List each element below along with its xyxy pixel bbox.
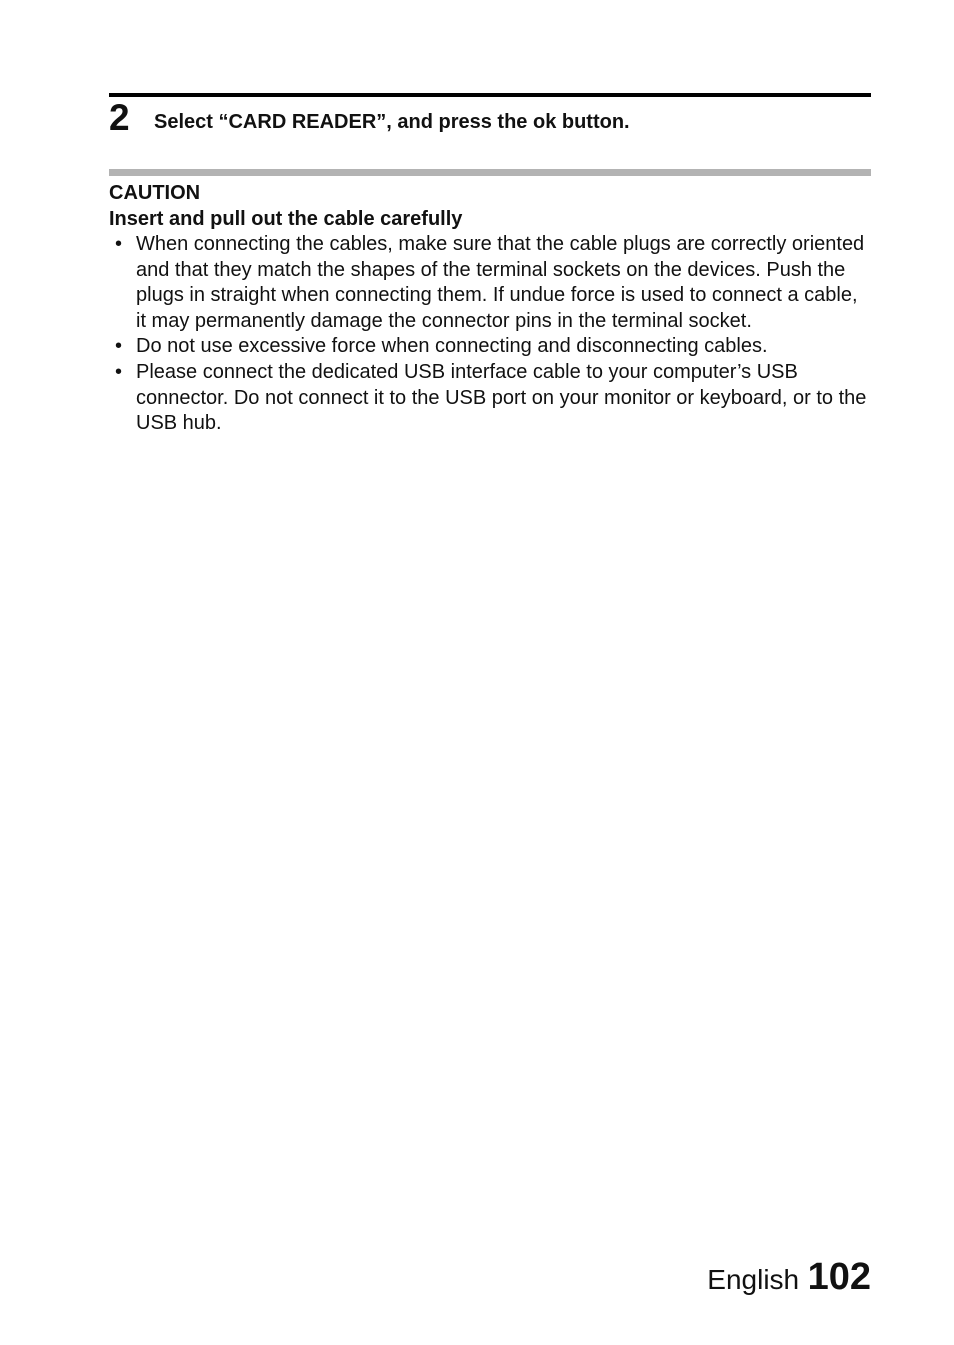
footer-language: English	[707, 1264, 800, 1295]
list-item	[109, 334, 871, 360]
list-item-text: When connecting the cables, make sure that the cable plugs are correctly oriented and that they match the shapes of the terminal sockets on the devices. Push the plugs in straight when connecting them. If undue force is used to connect a cable, it may permanently damage the connector pins in the terminal socket.	[136, 233, 865, 332]
step-instruction	[109, 96, 871, 140]
list-item-text: Please connect the dedicated USB interface cable to your computer’s USB connector. Do not connect it to the USB port on your monitor or keyboard, or to the USB hub.	[136, 360, 867, 435]
caution-heading: CAUTION	[109, 182, 201, 204]
page-number: 102	[807, 1256, 871, 1298]
caution-subheading: Insert and pull out the cable carefully	[109, 208, 463, 230]
caution-list	[109, 232, 871, 437]
bullet-icon: •	[115, 335, 123, 358]
list-item-text: Do not use excessive force when connecting and disconnecting cables.	[136, 335, 768, 358]
step-number: 2	[109, 97, 130, 138]
list-item	[109, 232, 871, 334]
list-item	[109, 360, 871, 437]
bullet-icon: •	[115, 360, 123, 383]
step-text: Select “CARD READER”, and press the ok button.	[154, 111, 630, 133]
page-footer	[707, 1256, 871, 1299]
caution-divider	[109, 169, 871, 176]
bullet-icon: •	[115, 233, 123, 255]
caution-section	[109, 180, 871, 437]
